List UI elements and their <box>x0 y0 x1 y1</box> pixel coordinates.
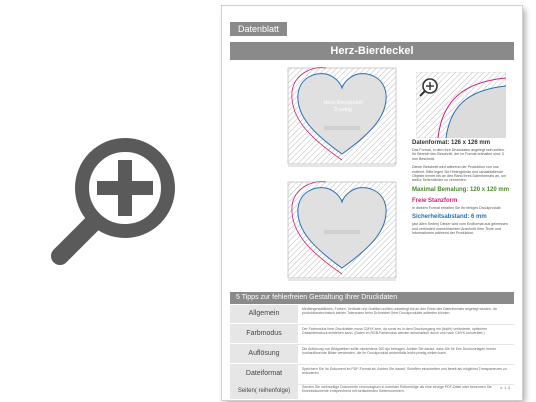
heart-artwork-back <box>284 178 402 282</box>
tip-row <box>230 305 514 325</box>
tip-label: Farbmodus <box>230 325 298 343</box>
tip-text: Die Auflösung von Bildgrafiken sollte mindestens 300 dpi betragen. Achten Sie darauf, dass Sie für Ihre Druckvorlagen immer hochauflösende Bilder verwenden, die Ihr Druckprodukt andernfalls leicht pixelig wirken kann. <box>302 347 496 356</box>
heart-label <box>318 100 368 114</box>
safety-margin-text: (auf allen Seiten) Dieser wird vom Endformat aus gemessen und verhindert unerwünschten Anschnitt Ihrer Texte und Informationen während der Produktion. <box>412 222 508 236</box>
datasheet-page <box>222 6 522 400</box>
safety-margin-heading: Sicherheitsabstand: 6 mm <box>412 214 487 221</box>
page-number: s. 1.3 <box>500 385 510 390</box>
heart-label-line2: 2-seitig <box>334 107 352 113</box>
tip-text: Mediengestaltliches, Farben, Verläufe und Grafiken sollten unbedingt bis an den Rand des Datenformats angelegt werden, da produktionstechnisch keinen Toleranzen beim Schneiden Ihrer Druckprodukte auftreten können. <box>302 307 497 316</box>
heart-label-line1: Herz-Bierdeckel <box>323 100 363 106</box>
datenblatt-tab: Datenblatt <box>230 22 287 36</box>
free-shape-heading: Freie Stanzform <box>412 197 458 204</box>
tip-label: Auflösung <box>230 345 298 363</box>
tip-row <box>230 383 514 399</box>
tip-text: Der Farbmodus Ihrer Druckdaten muss CMYK sein, da sonst es in dem Druckvorgang ein (leicht) veränderte, optischen Gesamteindruck entstehen kann. (Daten im RGB-Farbmodus werden automatisch durch uns nach CMYK konvertiert.) <box>302 327 487 336</box>
page-title: Herz-Bierdeckel <box>230 42 514 60</box>
tip-row <box>230 345 514 365</box>
corner-detail-thumbnail <box>416 72 506 138</box>
zoom-in-icon[interactable] <box>48 130 178 280</box>
tip-text: Speichern Sie Ihr Dokument im PDF-Format ab. Achten Sie darauf, Schriften einzubetten und bereit als möglichst Transparenzen zu reduzieren. <box>302 367 507 376</box>
tip-label: Seiten( reihenfolge) <box>230 383 298 399</box>
max-area-heading: Maximal Bemalung: 120 x 120 mm <box>412 186 510 193</box>
tip-text: Senden Sie mehrseitige Dokumente chronologisch in korrekter Reihenfolge als eine einzige PDF-Datei oder benennen Sie Einzeldokumente entsprechend mit fortlaufenden Seitennummern. <box>302 385 492 394</box>
format-notes <box>412 136 510 235</box>
tip-row <box>230 325 514 345</box>
free-shape-text: In diesem Format erhalten Sie Ihr fertiges Druckprodukt. <box>412 205 502 210</box>
tip-label: Dateiformat <box>230 365 298 383</box>
format-heading: Datenformat: 126 x 126 mm <box>412 140 491 146</box>
tip-label: Allgemein <box>230 305 298 323</box>
heart-artwork-front <box>284 64 402 168</box>
tip-row <box>230 365 514 385</box>
format-text-2: Dieser Beschnitt wird während der Produktion von uns entfernt. Bitte legen Sie Hintergründe und randabfallende Objekte immer bis an den Rand Ihres Datenformats an, um weiße Seitenränder zu vermeiden. <box>412 165 507 183</box>
format-text: Das Format, in dem Ihre Druckdaten angelegt sein sollten. Ihr Bereich den Beschnitt, der im Format enthalten sind: 3 mm Beschnitt. <box>412 148 505 161</box>
tips-heading: 5 Tipps zur fehlerfreien Gestaltung Ihrer Druckdaten <box>230 292 514 304</box>
